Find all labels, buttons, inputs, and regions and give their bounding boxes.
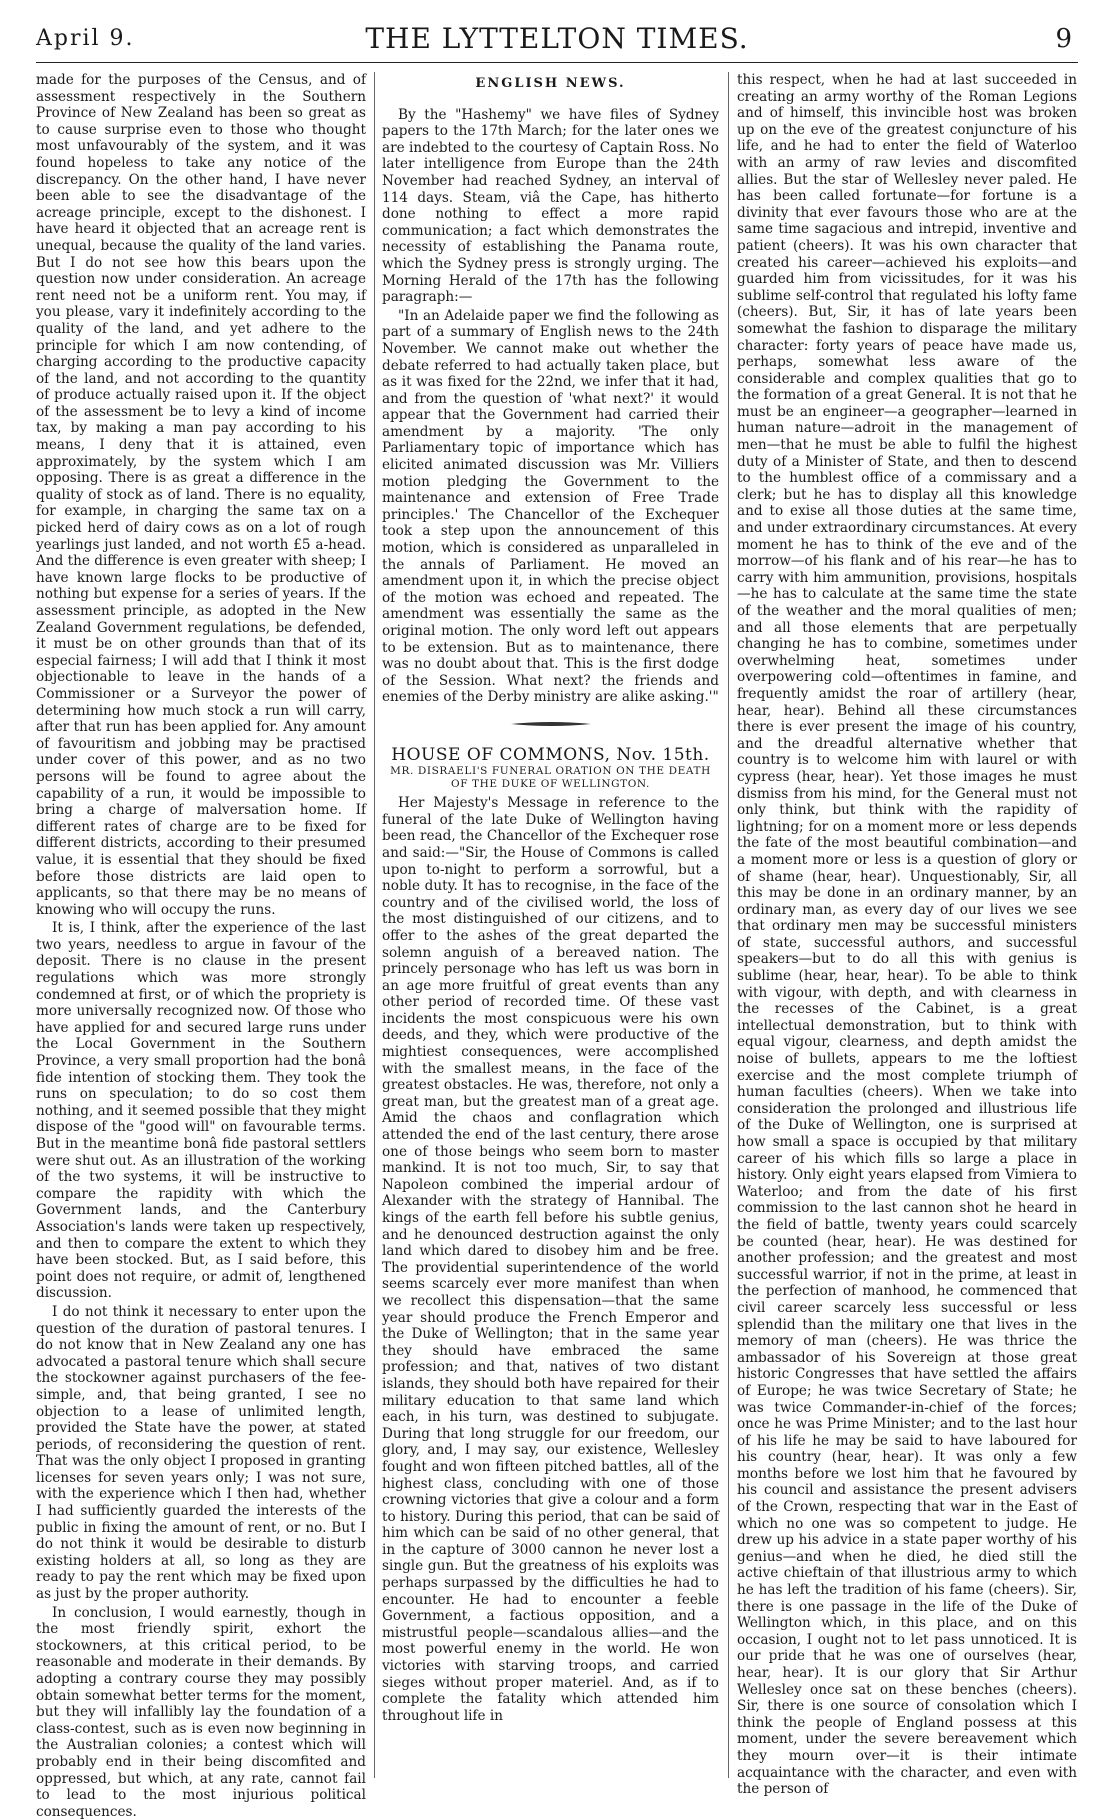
section-divider	[382, 718, 719, 735]
issue-date: April 9.	[36, 26, 135, 51]
divider-ornament-icon	[511, 720, 591, 728]
column-rule	[728, 72, 729, 1778]
english-news-quote: "In an Adelaide paper we find the following as part of a summary of English news to the 24th November. We cannot make out whether the debate referred to had actually taken place, but as it was fixed for the 22nd, we infer that it had, and from the question of 'what next?' it would appear that the Government had carried their amendment by a majority. 'The only Parliamentary topic of importance which has elicited animated discussion was Mr. Villiers motion pledging the Government to the maintenance and extension of Free Trade principles.' The Chancellor of the Exchequer took a step upon the announcement of this motion, which is considered as unparalleled in the annals of Parliament. He moved an amendment upon it, in which the precise object of the motion was echoed and repeated. The amendment was essentially the same as the original motion. The only word left out appears to be extension. But as to maintenance, there was no doubt about that. This is the first dodge of the Session. What next? the friends and enemies of the Derby ministry are alike asking.'"	[382, 307, 719, 706]
english-news-intro: By the "Hashemy" we have files of Sydney papers to the 17th March; for the later ones we are indebted to the courtesy of Captain Ross. No later intelligence from Europe than the 24th November had reached Sydney, an interval of 114 days. Steam, viâ the Cape, has hitherto done nothing to effect a more rapid communication; a fact which demonstrates the necessity of establishing the Panama route, which the Sydney press is strongly urging. The Morning Herald of the 17th has the following paragraph:—	[382, 106, 719, 306]
column-2	[382, 72, 719, 1772]
masthead	[36, 22, 1078, 63]
column-rule	[374, 72, 375, 1778]
article-paragraph: made for the purposes of the Census, and of assessment respectively in the Southern Province of New Zealand has been so great as to cause surprise even to those who thought most unfavourably of the system, and it was found hopeless to take any notice of the discrepancy. On the other hand, I have never been able to see the disadvantage of the acreage principle, except to the dishonest. I have heard it objected that an acreage rent is unequal, because the quality of the land varies. But I do not see how this bears upon the question now under consideration. An acreage rent need not be a uniform rent. You may, if you please, vary it indefinitely according to the quality of the land, and yet adhere to the principle for which I am now contending, of charging according to the productive capacity of the land, and not according to the quantity of produce actually raised upon it. If the object of the assessment be to levy a kind of income tax, by making a man pay according to his means, I deny that it is attained, even approximately, by the system which I am opposing. There is as great a difference in the quality of stock as of land. There is no equality, for example, in charging the same tax on a picked herd of dairy cows as on a lot of rough yearlings just landed, and not worth £5 a-head. And the difference is even greater with sheep; I have known large flocks to be productive of nothing but expense for a series of years. If the assessment principle, as adopted in the New Zealand Government regulations, be defended, it must be on other grounds than that of its especial fairness; I will add that I think it most objectionable to leave in the hands of a Commissioner or a Surveyor the power of determining how much stock a run will carry, after that run has been applied for. Any amount of favouritism and jobbing may be practised under cover of this power, and as no two persons will be found to agree about the capability of a run, it would be impossible to bring a charge of malversation home. If different rates of charge are to be fixed for different districts, according to their presumed value, it is essential that they should be fixed before those districts are laid open to applicants, so that there may be no means of knowing who will occupy the runs.	[36, 72, 366, 918]
article-paragraph: this respect, when he had at last succeeded in creating an army worthy of the Roman Legions and of himself, this invincible host was broken up on the eve of the greatest conjuncture of his life, and he had to enter the field of Waterloo with an army of raw levies and discomfited allies. But the star of Wellesley never paled. He has been called fortunate—for fortune is a divinity that ever favours those who are at the same time sagacious and intrepid, inventive and patient (cheers). It was his own character that created his career—achieved his exploits—and guarded him from vicissitudes, for it was his sublime self-control that regulated his lofty fame (cheers). But, Sir, it has of late years been somewhat the fashion to disparage the military character: forty years of peace have made us, perhaps, somewhat less aware of the considerable and complex qualities that go to the formation of a great General. It is not that he must be an engineer—a geographer—learned in human nature—adroit in the management of men—that he must be able to fulfil the highest duty of a Minister of State, and then to descend to the humblest office of a commissary and a clerk; but he has to display all this knowledge and to exise all those duties at the same time, and under extraordinary circumstances. At every moment he has to think of the eve and of the morrow—of his flank and of his rear—he has to carry with him ammunition, provisions, hospitals—he has to calculate at the same time the state of the weather and the moral qualities of men; and all those elements that are perpetually changing he has to combine, sometimes under overwhelming heat, sometimes under overpowering cold—oftentimes in famine, and frequently amidst the roar of artillery (hear, hear, hear). Behind all these circumstances there is ever present the image of his country, and the dreadful alternative whether that country is to welcome him with laurel or with cypress (hear, hear). Yet those images he must dismiss from his mind, for the General must not only think, but think with the rapidity of lightning; for on a moment more or less depends the fate of the most beautiful combination—and a moment more or less is a question of glory or of shame (hear, hear). Unquestionably, Sir, all this may be done in an ordinary manner, by an ordinary man, as every day of our lives we see that ordinary men may be successful ministers of state, successful authors, and successful speakers—but to do all this with genius is sublime (hear, hear, hear). To be able to think with vigour, with depth, and with clearness in the recesses of the Cabinet, is a great intellectual demonstration, but to think with equal vigour, clearness, and depth amidst the noise of bullets, appears to me the loftiest exercise and the most complete triumph of human faculties (cheers). When we take into consideration the prolonged and illustrious life of the Duke of Wellington, one is surprised at how small a space is occupied by that military career of his which fills so large a place in history. Only eight years elapsed from Vimiera to Waterloo; and from the date of his first commission to the last cannon shot he heard in the field of battle, twenty years could scarcely be counted (hear, hear). He was destined for another profession; and the greatest and most successful warrior, if not in the prime, at least in the perfection of manhood, he commenced that civil career scarcely less successful or less splendid than the military one that lives in the memory of man (cheers). He was thrice the ambassador of his Sovereign at those great historic Congresses that have settled the affairs of Europe; he was twice Secretary of State; he was twice Commander-in-chief of the forces; once he was Prime Minister; and to the last hour of his life he may be said to have laboured for his country (hear, hear). It was only a few months before we lost him that he favoured by his council and assistance the present advisers of the Crown, respecting that war in the East of which no one was so competent to judge. He drew up his advice in a state paper worthy of his genius—and when he died, he died still the active chieftain of that illustrious army to which he has left the tradition of his fame (cheers). Sir, there is one passage in the life of the Duke of Wellington which, in this place, and on this occasion, I ought not to let pass unnoticed. It is our pride that he was one of ourselves (hear, hear, hear). It is our glory that Sir Arthur Wellesley once sat on these benches (cheers). Sir, there is one source of consolation which I think the people of England possess at this moment, under the severe bereavement which they mourn over—it is their intimate acquaintance with the character, and even with the person of	[737, 72, 1077, 1798]
newspaper-title: THE LYTTELTON TIMES.	[365, 22, 749, 55]
article-paragraph: Her Majesty's Message in reference to the funeral of the late Duke of Wellington having been read, the Chancellor of the Exchequer rose and said:—"Sir, the House of Commons is called upon to-night to perform a sorrowful, but a noble duty. It has to recognise, in the face of the country and of the civilised world, the loss of the most distinguished of our citizens, and to offer to the ashes of the great departed the solemn anguish of a bereaved nation. The princely personage who has left us was born in an age more fruitful of great events than any other period of recorded time. Of these vast incidents the most conspicuous were his own deeds, and they, which were productive of the mightiest consequences, were accomplished with the smallest means, in the face of the greatest obstacles. He was, therefore, not only a great man, but the greatest man of a great age. Amid the chaos and conflagration which attended the end of the last century, there arose one of those beings who seem born to master mankind. It is not too much, Sir, to say that Napoleon combined the imperial ardour of Alexander with the strategy of Hannibal. The kings of the earth fell before his subtle genius, and he denounced destruction against the only land which dared to disobey him and be free. The providential superintendence of the world seems scarcely ever more manifest than when we recollect this dispensation—that the same year should produce the French Emperor and the Duke of Wellington; that in the same year they should have embraced the same profession; and that, natives of two distant islands, they should both have repaired for their military education to that same land which each, in his turn, was destined to subjugate. During that long struggle for our freedom, our glory, and, I may say, our existence, Wellesley fought and won fifteen pitched battles, all of the highest class, concluding with one of those crowning victories that give a colour and a form to history. During this period, that can be said of him which can be said of no other general, that in the capture of 3000 cannon he never lost a single gun. But the greatness of his exploits was perhaps surpassed by the difficulties he had to encounter. He had to encounter a feeble Government, a factious opposition, and a mistrustful people—scandalous allies—and the most powerful enemy in the world. He won victories with starving troops, and carried sieges without proper materiel. And, as if to complete the fatality which attended him throughout life in	[382, 795, 719, 1724]
column-1	[36, 72, 366, 1820]
article-subheading: MR. DISRAELI'S FUNERAL ORATION ON THE DEATH OF THE DUKE OF WELLINGTON.	[390, 765, 711, 791]
column-3	[737, 72, 1077, 1798]
section-heading-english-news: ENGLISH NEWS.	[475, 76, 626, 91]
page-number: 9	[1055, 24, 1072, 54]
section-heading-house-of-commons: HOUSE OF COMMONS, Nov. 15th.	[391, 744, 710, 765]
article-paragraph: In conclusion, I would earnestly, though in the most friendly spirit, exhort the stockowners, at this critical period, to be reasonable and moderate in their demands. By adopting a contrary course they may possibly obtain somewhat better terms for the moment, but they will infallibly lay the foundation of a class-contest, such as is even now beginning in the Australian colonies; a contest which will probably end in their being discomfited and oppressed, but which, at any rate, cannot fail to lead to the most injurious political consequences.	[36, 1604, 366, 1820]
article-paragraph: It is, I think, after the experience of the last two years, needless to argue in favour of the deposit. There is no clause in the present regulations which was more strongly condemned at first, or of which the propriety is more universally recognized now. Of those who have applied for and secured large runs under the Local Government in the Southern Province, a very small proportion had the bonâ fide intention of stocking them. They took the runs on speculation; to do so cost them nothing, and it seemed possible that they might dispose of the "good will" on favourable terms. But in the meantime bonâ fide pastoral settlers were shut out. As an illustration of the working of the two systems, it will be instructive to compare the rapidity with which the Government lands, and the Canterbury Association's lands were taken up respectively, and then to compare the extent to which they have been stocked. But, as I said before, this point does not require, or admit of, lengthened discussion.	[36, 920, 366, 1302]
article-paragraph: I do not think it necessary to enter upon the question of the duration of pastoral tenures. I do not know that in New Zealand any one has advocated a pastoral tenure which shall secure the stockowner against purchasers of the fee-simple, and, that being granted, I see no objection to a lease of unlimited length, provided the State have the power, at stated periods, of reconsidering the question of rent. That was the only object I proposed in granting licenses for seven years only; I was not sure, with the experience which I then had, whether I had sufficiently guarded the interests of the public in fixing the amount of rent, or no. But I do not think it would be desirable to disturb existing holders at all, so long as they are ready to pay the rent which may be fixed upon as just by the proper authority.	[36, 1303, 366, 1603]
